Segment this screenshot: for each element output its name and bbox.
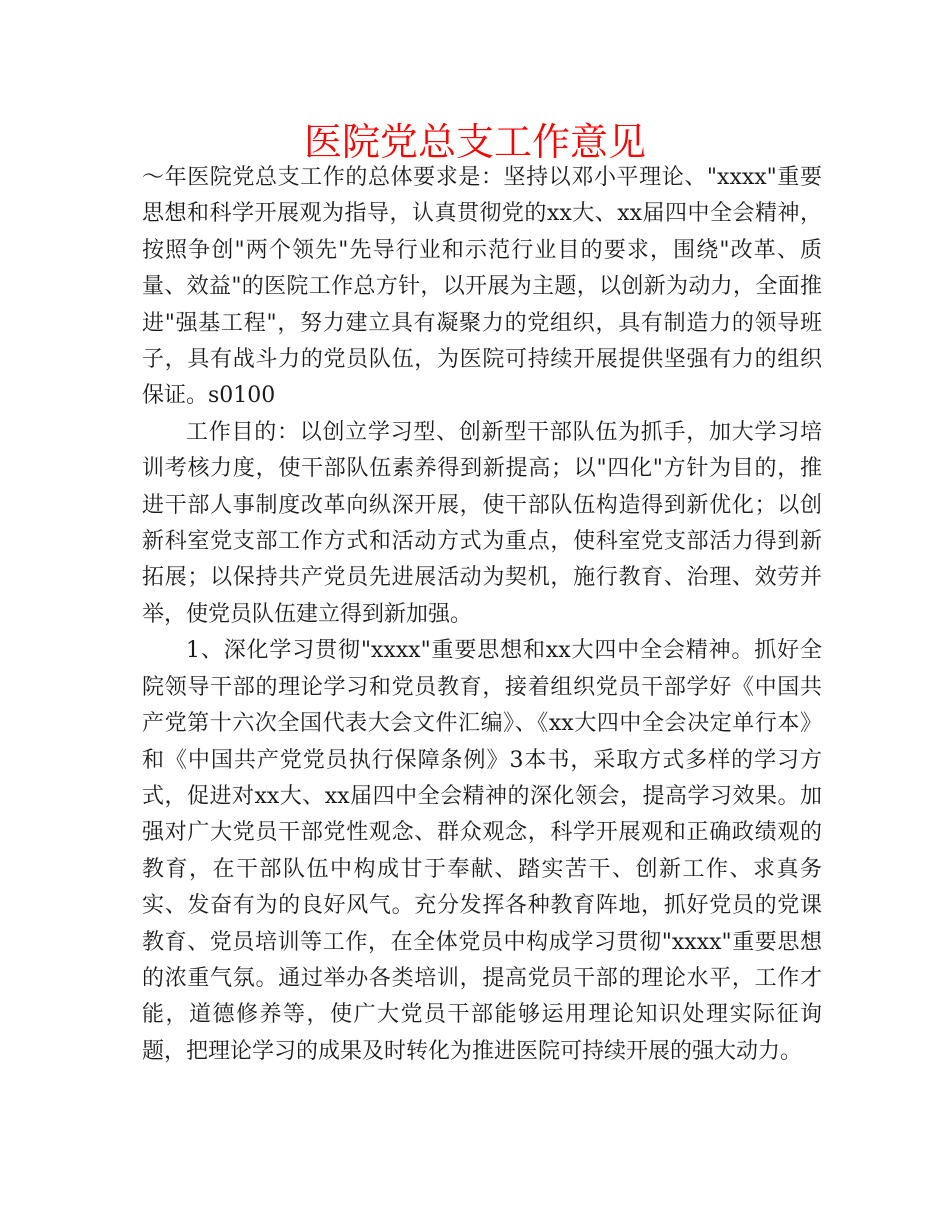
paragraph-general-requirements: ～年医院党总支工作的总体要求是：坚持以邓小平理论、"xxxx"重要思想和科学开展观为指导，认真贯彻党的xx大、xx届四中全会精神，按照争创"两个领先"先导行业和示范行业目的要求，围绕"改革、质量、效益"的医院工作总方针，以开展为主题，以创新为动力，全面推进"强基工程"，努力建立具有凝聚力的党组织，具有制造力的领导班子，具有战斗力的党员队伍，为医院可持续开展提供坚强有力的组织保证。s0100 [142,165,822,409]
document-title: 医院党总支工作意见 [303,120,646,164]
paragraph-work-objectives: 工作目的：以创立学习型、创新型干部队伍为抓手，加大学习培训考核力度，使干部队伍素养得到新提高；以"四化"方针为目的，推进干部人事制度改革向纵深开展，使干部队伍构造得到新优化；以创新科室党支部工作方式和活动方式为重点，使科室党支部活力得到新拓展；以保持共产党员先进展活动为契机，施行教育、治理、效劳并举，使党员队伍建立得到新加强。 [142,419,822,627]
paragraph-study-implementation: 1、深化学习贯彻"xxxx"重要思想和xx大四中全会精神。抓好全院领导干部的理论学习和党员教育，接着组织党员干部学好《中国共产党第十六次全国代表大会文件汇编》、《xx大四中全会决定单行本》和《中国共产党党员执行保障条例》3本书，采取方式多样的学习方式，促进对xx大、xx届四中全会精神的深化领会，提高学习效果。加强对广大党员干部党性观念、群众观念，科学开展观和正确政绩观的教育，在干部队伍中构成甘于奉献、踏实苦干、创新工作、求真务实、发奋有为的良好风气。充分发挥各种教育阵地，抓好党员的党课教育、党员培训等工作，在全体党员中构成学习贯彻"xxxx"重要思想的浓重气氛。通过举办各类培训，提高党员干部的理论水平，工作才能，道德修养等，使广大党员干部能够运用理论知识处理实际征询题，把理论学习的成果及时转化为推进医院可持续开展的强大动力。 [142,638,822,1064]
document-body [142,160,822,1070]
